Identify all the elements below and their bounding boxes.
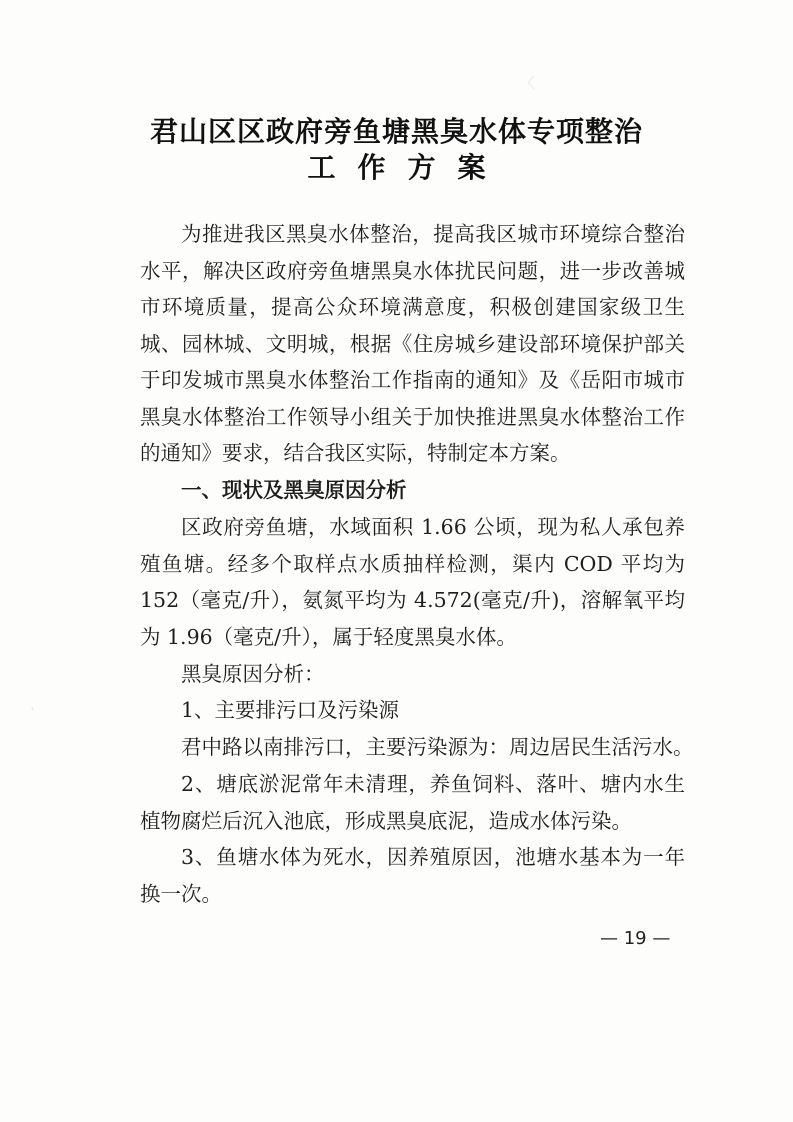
cause-3-paragraph: 3、鱼塘水体为死水，因养殖原因，池塘水基本为一年换一次。 — [140, 845, 685, 906]
cause-1-detail: 君中路以南排污口，主要污染源为：周边居民生活污水。 — [181, 735, 694, 759]
page-number: — 19 — — [600, 928, 671, 949]
cause-label: 黑臭原因分析： — [181, 662, 325, 686]
cause-2-paragraph: 2、塘底淤泥常年未清理，养鱼饲料、落叶、塘内水生植物腐烂后沉入池底，形成黑臭底泥，造成水体污染。 — [140, 772, 685, 833]
section-heading: 一、现状及黑臭原因分析 — [181, 478, 407, 502]
bleed-through-mark: 〈 — [520, 74, 536, 92]
document-title-line2: 工作方案 — [307, 151, 508, 184]
bleed-through-mark: · — [30, 700, 35, 718]
status-paragraph: 区政府旁鱼塘，水域面积 1.66 公顷，现为私人承包养殖鱼塘。经多个取样点水质抽样检测，渠内 COD 平均为 152（毫克/升），氨氮平均为 4.572(毫克/升)，溶解氧平均为 1.96（毫克/升），属于轻度黑臭水体。 — [140, 515, 685, 649]
intro-paragraph: 为推进我区黑臭水体整治，提高我区城市环境综合整治水平，解决区政府旁鱼塘黑臭水体扰民问题，进一步改善城市环境质量，提高公众环境满意度，积极创建国家级卫生城、园林城、文明城，根据《住房城乡建设部环境保护部关于印发城市黑臭水体整治工作指南的通知》及《岳阳市城市黑臭水体整治工作领导小组关于加快推进黑臭水体整治工作的通知》要求，结合我区实际，特制定本方案。 — [140, 222, 685, 465]
document-title-line1: 君山区区政府旁鱼塘黑臭水体专项整治 — [149, 115, 643, 148]
cause-1-title: 1、主要排污口及污染源 — [181, 698, 400, 722]
